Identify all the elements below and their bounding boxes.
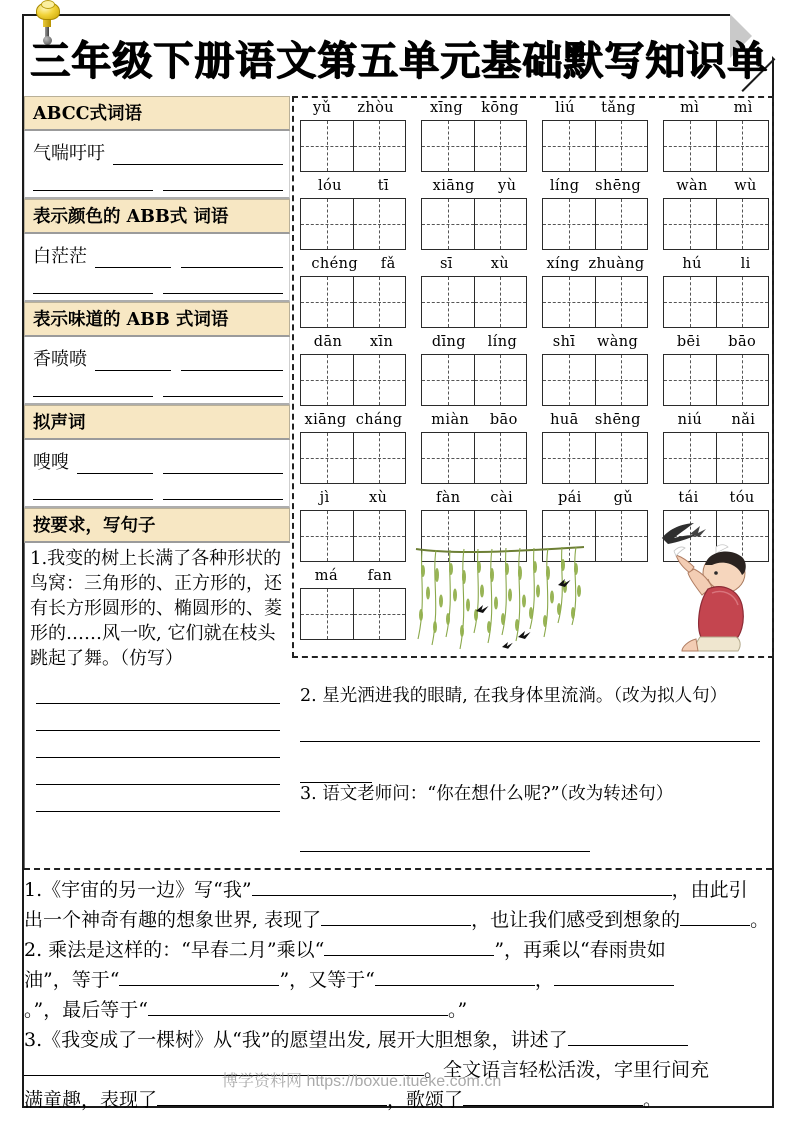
pinyin-label (663, 412, 770, 432)
section-heading-onomatopoeia: 拟声词 (24, 405, 290, 440)
fill-text: 3.《我变成了一棵树》从“我”的愿望出发, 展开大胆想象，讲述了 (24, 1029, 568, 1051)
pinyin-label (300, 178, 407, 198)
pinyin-label (421, 334, 528, 354)
answer-blank[interactable] (148, 994, 448, 1016)
answer-blank[interactable] (324, 934, 494, 956)
pinyin-syllable: zhuàng (588, 256, 645, 272)
pinyin-grid-cell (300, 256, 407, 328)
pinyin-syllable: xíng (546, 256, 580, 272)
tianzige-box[interactable] (300, 198, 406, 250)
answer-blank[interactable] (95, 353, 171, 371)
pinyin-syllable: kōng (481, 100, 519, 116)
pinyin-grid-cell (300, 568, 407, 640)
pinyin-grid-cell (542, 256, 649, 328)
pinyin-grid-row (300, 412, 770, 484)
fill-text: ”，再乘以“春雨贵如 (494, 939, 666, 961)
pinyin-grid-cell (663, 412, 770, 484)
pinyin-syllable: miàn (431, 412, 470, 428)
section-heading-abcc: ABCC式词语 (24, 96, 290, 131)
pinyin-syllable: wàng (596, 334, 639, 350)
question-1-answer-lines (24, 671, 290, 812)
tianzige-box[interactable] (663, 276, 769, 328)
pinyin-grid-cell (542, 490, 649, 562)
pinyin-label (300, 334, 407, 354)
pinyin-grid-cell (542, 100, 649, 172)
tianzige-box[interactable] (663, 354, 769, 406)
pinyin-syllable: xīn (369, 334, 394, 350)
pinyin-syllable: mì (733, 100, 753, 116)
question-2-block (300, 682, 768, 783)
pinyin-grid-cell (421, 178, 528, 250)
answer-blank[interactable] (163, 379, 283, 397)
pinyin-syllable: bēi (676, 334, 701, 350)
tianzige-box[interactable] (421, 354, 527, 406)
pinyin-label (300, 100, 407, 120)
answer-blank[interactable] (77, 456, 153, 474)
pinyin-syllable: dān (313, 334, 343, 350)
answer-blank[interactable] (163, 173, 283, 191)
fill-text: 。 (643, 1089, 663, 1111)
fill-text: 1.《宇宙的另一边》写“我” (24, 879, 252, 901)
word-example: 白茫茫 (33, 246, 87, 267)
pinyin-label (542, 256, 649, 276)
word-row (33, 135, 283, 165)
answer-line[interactable] (36, 758, 280, 785)
pinyin-grid-cell (300, 100, 407, 172)
pinyin-syllable: xù (368, 490, 388, 506)
pinyin-syllable: shēng (595, 178, 642, 194)
tianzige-box[interactable] (421, 510, 527, 562)
fill-text: 2. 乘法是这样的：“早春二月”乘以“ (24, 939, 325, 961)
answer-line[interactable] (36, 704, 280, 731)
pinyin-syllable: fan (367, 568, 393, 584)
fill-text: 。 (750, 909, 770, 931)
tianzige-box[interactable] (300, 432, 406, 484)
pinyin-grid-row (300, 334, 770, 406)
pinyin-grid-cell (542, 178, 649, 250)
fill-text: 。全文语言轻松活泼，字里行间充 (424, 1059, 710, 1081)
section-body-taste-abb (24, 337, 290, 405)
pinyin-syllable: wàn (676, 178, 708, 194)
fill-text: 油”，等于“ (24, 969, 120, 991)
tianzige-box[interactable] (663, 432, 769, 484)
pinyin-syllable: niú (677, 412, 703, 428)
pinyin-grid-row (300, 178, 770, 250)
pinyin-grid-row (300, 256, 770, 328)
pinyin-syllable: huā (550, 412, 579, 428)
section-body-onomatopoeia (24, 440, 290, 508)
word-row (33, 165, 283, 191)
answer-blank[interactable] (113, 147, 283, 165)
word-row (33, 444, 283, 474)
pinyin-syllable: zhòu (357, 100, 394, 116)
pinyin-syllable: liú (555, 100, 575, 116)
pinyin-syllable: gǔ (613, 490, 634, 506)
tianzige-box[interactable] (300, 588, 406, 640)
pinyin-syllable: xiāng (304, 412, 347, 428)
pinyin-grid-cell (663, 178, 770, 250)
pinyin-label (663, 178, 770, 198)
word-example: 嗖嗖 (33, 452, 69, 473)
pinyin-label (421, 412, 528, 432)
answer-blank[interactable] (33, 276, 153, 294)
child-illustration (672, 543, 758, 653)
fill-line (24, 964, 774, 994)
pinyin-label (300, 568, 407, 588)
pinyin-label (663, 100, 770, 120)
tianzige-box[interactable] (542, 276, 648, 328)
pinyin-syllable: shēng (594, 412, 641, 428)
answer-blank[interactable] (375, 964, 535, 986)
tianzige-box[interactable] (542, 432, 648, 484)
pinyin-syllable: lóu (317, 178, 342, 194)
pinyin-syllable: yǔ (313, 100, 332, 116)
fill-line (24, 934, 774, 964)
answer-blank[interactable] (554, 964, 674, 986)
pinyin-syllable: fǎ (380, 256, 396, 272)
pinyin-label (542, 334, 649, 354)
pinyin-syllable: wù (734, 178, 757, 194)
pinyin-grid-row (300, 100, 770, 172)
pinyin-syllable: má (314, 568, 338, 584)
pinyin-grid-cell (421, 490, 528, 562)
fill-text: 。” (447, 999, 468, 1021)
fill-text: 。”，最后等于“ (24, 999, 148, 1021)
pinyin-syllable: xù (490, 256, 510, 272)
answer-line[interactable] (300, 717, 760, 742)
question-3-block (300, 780, 768, 852)
pinyin-syllable: dīng (431, 334, 466, 350)
tianzige-box[interactable] (663, 198, 769, 250)
pinyin-syllable: cháng (355, 412, 403, 428)
tianzige-box[interactable] (300, 276, 406, 328)
pinyin-label (421, 100, 528, 120)
pinyin-grid-cell (421, 100, 528, 172)
tianzige-box[interactable] (300, 354, 406, 406)
fill-text: ，由此引 (671, 879, 748, 901)
tianzige-box[interactable] (542, 120, 648, 172)
pinyin-syllable: chéng (311, 256, 359, 272)
pinyin-grid-cell (300, 412, 407, 484)
question-2-text: 2. 星光洒进我的眼睛, 在我身体里流淌。（改为拟人句） (300, 686, 728, 706)
fill-text: ， (534, 969, 554, 991)
pinyin-grid-cell (542, 412, 649, 484)
pinyin-label (542, 490, 649, 510)
pinyin-syllable: hú (682, 256, 702, 272)
pinyin-syllable: xiāng (432, 178, 475, 194)
left-column (24, 96, 290, 812)
pinyin-label (421, 490, 528, 510)
fill-text: 满童趣，表现了 (24, 1089, 158, 1111)
pinyin-label (663, 334, 770, 354)
word-row (33, 341, 283, 371)
answer-blank[interactable] (181, 250, 283, 268)
answer-line[interactable] (36, 731, 280, 758)
tianzige-box[interactable] (542, 198, 648, 250)
answer-blank[interactable] (119, 964, 279, 986)
pinyin-syllable: mì (680, 100, 700, 116)
pinyin-syllable: pái (557, 490, 582, 506)
tianzige-box[interactable] (542, 510, 648, 562)
page-title (30, 26, 768, 88)
fill-text: ”，又等于“ (279, 969, 375, 991)
pinyin-syllable: cài (490, 490, 514, 506)
word-example: 香喷喷 (33, 349, 87, 370)
pinyin-syllable: yù (498, 178, 517, 194)
section-heading-write-sentences: 按要求，写句子 (24, 508, 290, 543)
answer-blank[interactable] (33, 173, 153, 191)
tianzige-box[interactable] (421, 120, 527, 172)
pinyin-grid-cell (663, 256, 770, 328)
answer-blank[interactable] (568, 1024, 688, 1046)
pinyin-grid-cell (663, 334, 770, 406)
pinyin-label (421, 256, 528, 276)
pinyin-grid-cell (300, 490, 407, 562)
answer-blank[interactable] (680, 904, 750, 926)
word-row (33, 474, 283, 500)
section-heading-color-abb: 表示颜色的 ABB式 词语 (24, 199, 290, 234)
tianzige-box[interactable] (300, 120, 406, 172)
page-title-text: 三年级下册语文第五单元基础默写知识单 (30, 36, 768, 84)
tianzige-box[interactable] (421, 432, 527, 484)
pinyin-label (421, 178, 528, 198)
answer-blank[interactable] (33, 482, 153, 500)
pinyin-grid-cell (421, 412, 528, 484)
answer-blank[interactable] (163, 456, 283, 474)
tianzige-box[interactable] (542, 354, 648, 406)
pinyin-syllable: shī (552, 334, 576, 350)
word-example: 气喘吁吁 (33, 143, 105, 164)
pinyin-syllable: sī (439, 256, 453, 272)
fill-text: 出一个神奇有趣的想象世界, 表现了 (24, 909, 322, 931)
answer-blank[interactable] (181, 353, 283, 371)
pinyin-grid-cell (421, 334, 528, 406)
question-3-text: 3. 语文老师问：“你在想什么呢?”（改为转述句） (300, 784, 674, 804)
pinyin-syllable: tī (377, 178, 390, 194)
tianzige-box[interactable] (663, 120, 769, 172)
tianzige-box[interactable] (421, 198, 527, 250)
pinyin-grid-cell (421, 256, 528, 328)
answer-blank[interactable] (321, 904, 471, 926)
question-1-text: 1.我变的树上长满了各种形状的鸟窝：三角形的、正方形的，还有长方形圆形的、椭圆形的、菱形的……风一吹, 它们就在枝头跳起了舞。（仿写） (30, 548, 282, 669)
pinyin-syllable: bāo (728, 334, 757, 350)
pinyin-label (300, 490, 407, 510)
fill-line (24, 994, 774, 1024)
pinyin-syllable: líng (487, 334, 518, 350)
word-row (33, 238, 283, 268)
pinyin-syllable: tái (678, 490, 699, 506)
answer-blank[interactable] (33, 379, 153, 397)
tianzige-box[interactable] (421, 276, 527, 328)
fill-line (24, 874, 774, 904)
pinyin-label (663, 490, 770, 510)
pinyin-syllable: tǎng (601, 100, 636, 116)
pinyin-grid-cell (542, 334, 649, 406)
word-row (33, 371, 283, 397)
section-body-abcc (24, 131, 290, 199)
answer-blank[interactable] (163, 276, 283, 294)
pinyin-syllable: nǎi (731, 412, 756, 428)
answer-blank[interactable] (163, 482, 283, 500)
pinyin-label (542, 100, 649, 120)
watermark: 博学资料网 https://boxue.itueke.com.cn (222, 1073, 502, 1090)
pinyin-label (300, 256, 407, 276)
pinyin-grid-cell (300, 178, 407, 250)
pinyin-grid-cell (300, 334, 407, 406)
pinyin-grid-cell (663, 100, 770, 172)
answer-line[interactable] (36, 677, 280, 704)
word-row (33, 268, 283, 294)
pinyin-syllable: xīng (430, 100, 464, 116)
fill-line (24, 904, 774, 934)
pinyin-syllable: tóu (729, 490, 755, 506)
pinyin-syllable: líng (549, 178, 580, 194)
tianzige-box[interactable] (300, 510, 406, 562)
pinyin-label (663, 256, 770, 276)
pinyin-label (300, 412, 407, 432)
answer-line[interactable] (36, 785, 280, 812)
answer-blank[interactable] (95, 250, 171, 268)
fill-text: ，歌颂了 (387, 1089, 464, 1111)
pinyin-syllable: li (740, 256, 751, 272)
answer-line[interactable] (300, 827, 590, 852)
section-heading-taste-abb: 表示味道的 ABB 式词语 (24, 302, 290, 337)
pinyin-label (542, 412, 649, 432)
pinyin-syllable: jì (319, 490, 330, 506)
fill-line (24, 1024, 774, 1054)
pinyin-syllable: fàn (435, 490, 461, 506)
section-body-color-abb (24, 234, 290, 302)
pinyin-syllable: bāo (489, 412, 518, 428)
fill-text: ，也让我们感受到想象的 (471, 909, 681, 931)
section-divider (24, 868, 772, 870)
pinyin-label (542, 178, 649, 198)
answer-blank[interactable] (252, 874, 672, 896)
